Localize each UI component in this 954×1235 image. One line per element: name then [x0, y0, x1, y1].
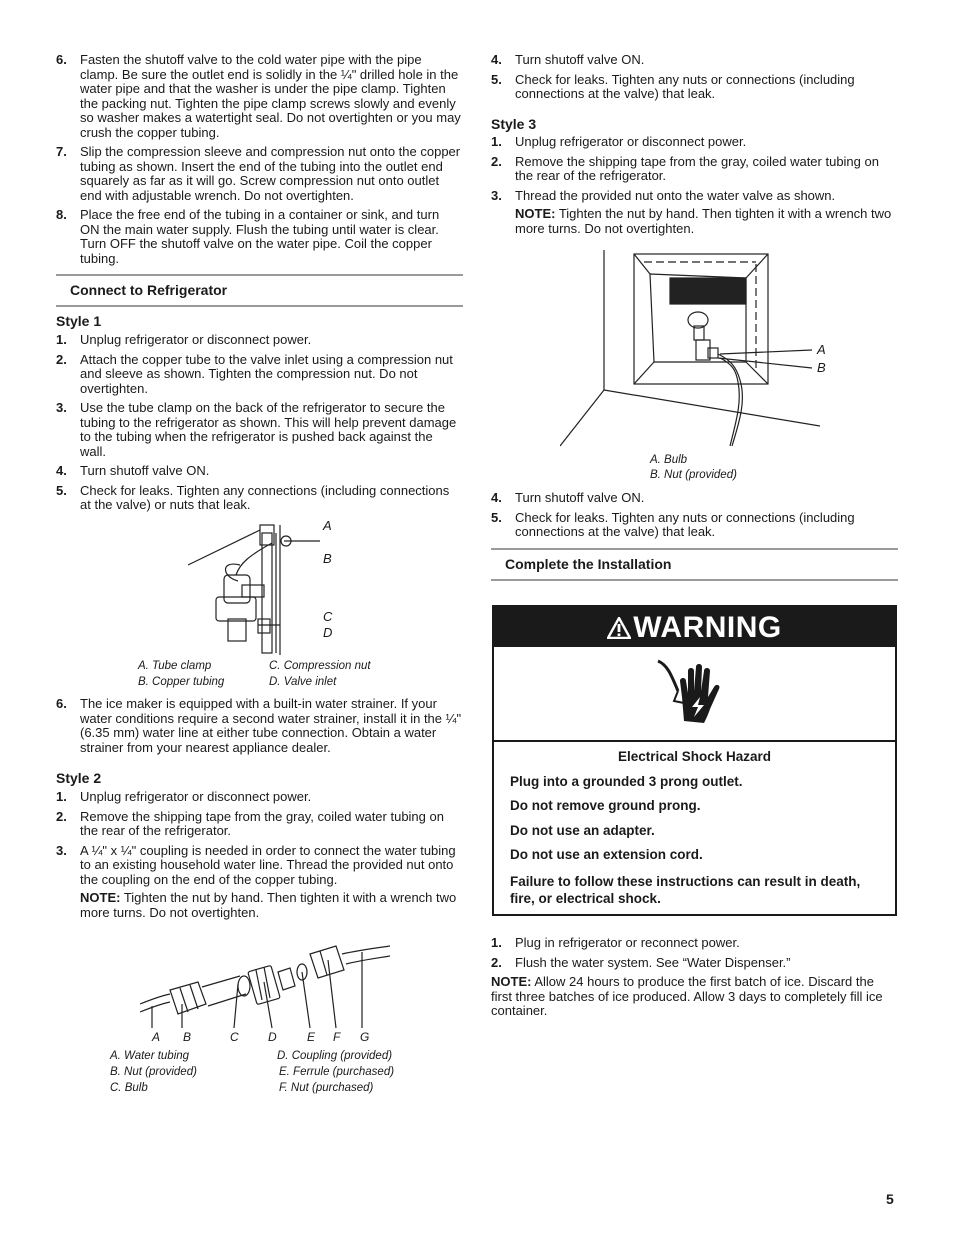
style1-steps: [56, 333, 462, 513]
style2-step-2: 2. Remove the shipping tape from the gray, coiled water tubing on the rear of the refrigerator.: [56, 808, 444, 838]
warning-header: WARNING: [494, 607, 895, 647]
style3-caption-b: B. Nut (provided): [650, 469, 737, 481]
style3-step-5: 5. Check for leaks. Tighten any nuts or connections (including connections at the valve) that leak.: [491, 509, 855, 539]
style2-caption-a: A. Water tubing: [110, 1050, 190, 1062]
warning-line-2: Do not remove ground prong.: [510, 798, 701, 813]
step-7: 7. Slip the compression sleeve and compression nut onto the copper tubing as shown. Insert the end of the tubing into the outlet end squarely as far as it will go. Screw compression nut onto outlet end with adjustable wrench. Do not overtighten.: [56, 144, 461, 203]
step-6: 6. Fasten the shutoff valve to the cold water pipe with the pipe clamp. Be sure the outlet end is solidly in the ¼" drilled hole in the water pipe and that the washer is under the pipe clamp. Tighten the packing nut. Tighten the pipe clamp screws slowly and evenly so washer makes a watertight seal. Do not overtighten or you may crush the copper tubing.: [56, 52, 461, 140]
style1-label-c: C: [323, 609, 333, 624]
style1-step-2: 2. Attach the copper tube to the valve inlet using a compression nut and sleeve as shown. Tighten the compression nut. Do not overtighten.: [56, 351, 453, 396]
style2-label-e: E: [307, 1030, 316, 1044]
final-steps: [491, 936, 898, 1019]
warning-box: [492, 605, 897, 916]
style1-label-d: D: [323, 625, 333, 640]
style1-caption-c: C. Compression nut: [269, 660, 371, 672]
warning-line-5: Failure to follow these instructions can result in death, fire, or electrical shock.: [510, 873, 861, 906]
style1-step-6-wrap: [56, 697, 462, 755]
style2-label-d: D: [268, 1030, 277, 1044]
left-intro-steps: [56, 53, 462, 266]
style1-step-6: 6. The ice maker is equipped with a built-in water strainer. If your water conditions require a second water strainer, install it in the ¼" (6.35 mm) water line at either tube connection. Obtain a water strainer from your nearest appliance dealer.: [56, 696, 462, 755]
style2-step-3: 3. A ¼" x ¼" coupling is needed in order to connect the water tubing to an existing household water line. Thread the provided nut onto the coupling on the end of the copper tubing.: [56, 842, 456, 887]
style2-label-f: F: [333, 1030, 341, 1044]
style1-step-5: 5. Check for leaks. Tighten any connections (including connections at the valve) or nuts that leak.: [56, 482, 450, 512]
style3-after-steps: [491, 491, 898, 540]
final-note: NOTE: Allow 24 hours to produce the first batch of ice. Discard the first three batches of ice produced. Allow 3 days to completely fill ice container.: [491, 974, 883, 1018]
style2-caption-b: B. Nut (provided): [110, 1066, 197, 1078]
right-step-4: 4. Turn shutoff valve ON.: [491, 52, 645, 67]
warning-icon-area: [494, 647, 895, 742]
style3-valve-figure: [560, 250, 820, 450]
style2-label-a: A: [152, 1030, 161, 1044]
style2-heading: Style 2: [56, 770, 102, 786]
style3-label-a: A: [817, 342, 826, 357]
style1-step-3: 3. Use the tube clamp on the back of the refrigerator to secure the tubing to the refrigerator as shown. This will help prevent damage to the tubing when the refrigerator is pushed back against the wall.: [56, 400, 457, 459]
style2-caption-e: E. Ferrule (purchased): [279, 1066, 395, 1078]
style1-valve-figure: [180, 515, 320, 657]
style3-step-4: 4. Turn shutoff valve ON.: [491, 490, 645, 505]
warning-body: [494, 742, 895, 907]
warning-line-4: Do not use an extension cord.: [510, 847, 703, 862]
style2-step-1: 1. Unplug refrigerator or disconnect power.: [56, 789, 312, 804]
warning-triangle-icon: [607, 617, 631, 639]
section-header-complete: Complete the Installation: [491, 548, 898, 581]
electrical-shock-hand-icon: [654, 657, 724, 727]
style1-step-1: 1. Unplug refrigerator or disconnect power.: [56, 332, 312, 347]
style1-caption-a: A. Tube clamp: [138, 660, 212, 672]
style3-step-1: 1. Unplug refrigerator or disconnect power.: [491, 134, 747, 149]
step-8: 8. Place the free end of the tubing in a container or sink, and turn ON the main water supply. Flush the tubing until water is clear. Turn OFF the shutoff valve on the water pipe. Coil the copper tubing.: [56, 207, 440, 266]
style1-caption-b: B. Copper tubing: [138, 676, 225, 688]
style3-step-3: 3. Thread the provided nut onto the water valve as shown.: [491, 187, 836, 203]
style2-label-g: G: [360, 1030, 370, 1044]
right-top-steps: [491, 53, 898, 102]
style3-steps: [491, 135, 898, 236]
style2-caption-f: F. Nut (purchased): [279, 1082, 374, 1094]
warning-line-3: Do not use an adapter.: [510, 822, 655, 838]
style3-caption-a: A. Bulb: [650, 454, 688, 466]
style3-step-2: 2. Remove the shipping tape from the gray, coiled water tubing on the rear of the refrigerator.: [491, 153, 879, 183]
style1-heading: Style 1: [56, 313, 102, 329]
style2-caption-d: D. Coupling (provided): [277, 1050, 393, 1062]
style2-label-c: C: [230, 1030, 239, 1044]
right-step-5: 5. Check for leaks. Tighten any nuts or connections (including connections at the valve) that leak.: [491, 71, 855, 101]
warning-line-1: Plug into a grounded 3 prong outlet.: [510, 773, 743, 789]
style1-caption-d: D. Valve inlet: [269, 676, 337, 688]
style2-coupling-figure: [140, 942, 390, 1030]
style1-label-a: A: [323, 518, 332, 533]
style3-heading: Style 3: [491, 116, 537, 132]
style1-step-4: 4. Turn shutoff valve ON.: [56, 463, 210, 478]
page-number: 5: [886, 1191, 894, 1207]
section-header-connect: Connect to Refrigerator: [56, 274, 463, 307]
style2-steps: [56, 790, 462, 920]
style1-label-b: B: [323, 551, 332, 566]
warning-hazard-title: Electrical Shock Hazard: [617, 749, 772, 764]
style3-note: NOTE: Tighten the nut by hand. Then tighten it with a wrench two more turns. Do not overtighten.: [515, 206, 892, 236]
style3-label-b: B: [817, 360, 826, 375]
style2-label-b: B: [183, 1030, 192, 1044]
style2-note: NOTE: Tighten the nut by hand. Then tighten it with a wrench two more turns. Do not overtighten.: [80, 890, 457, 920]
style2-caption-c: C. Bulb: [110, 1082, 148, 1094]
final-step-1: 1. Plug in refrigerator or reconnect power.: [491, 935, 740, 950]
final-step-2: 2. Flush the water system. See “Water Dispenser.”: [491, 954, 791, 970]
